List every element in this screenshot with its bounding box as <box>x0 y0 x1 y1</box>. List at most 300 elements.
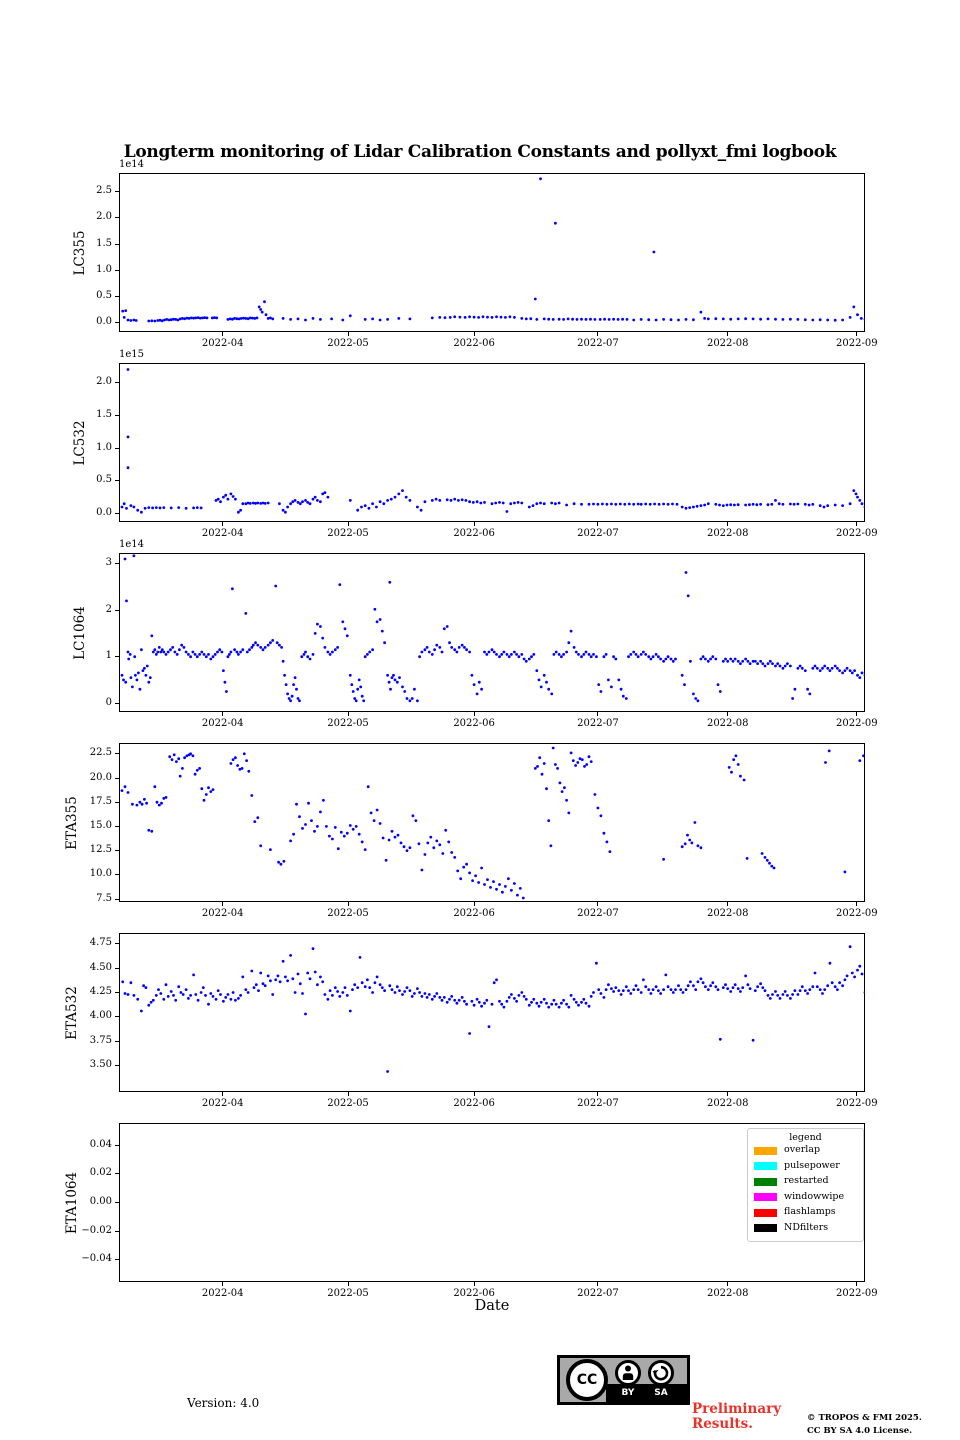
data-point <box>541 773 544 776</box>
data-point <box>761 852 764 855</box>
data-point <box>640 503 643 506</box>
data-point <box>253 820 256 823</box>
data-point <box>786 662 789 665</box>
data-point <box>739 990 742 993</box>
data-point <box>143 798 146 801</box>
data-point <box>222 669 225 672</box>
data-point <box>247 770 250 773</box>
data-point <box>545 681 548 684</box>
cc-text: CC <box>576 1372 598 1388</box>
data-point <box>471 674 474 677</box>
data-point <box>676 503 679 506</box>
data-point <box>453 315 456 318</box>
data-point <box>513 651 516 654</box>
data-point <box>431 317 434 320</box>
data-point <box>685 988 688 991</box>
data-point <box>491 1003 494 1006</box>
data-point <box>212 655 215 658</box>
data-point <box>493 651 496 654</box>
data-point <box>534 767 537 770</box>
data-point <box>227 318 230 321</box>
data-point <box>343 835 346 838</box>
data-point <box>133 554 136 557</box>
y-tick-mark <box>115 448 119 449</box>
data-point <box>729 990 732 993</box>
cc-by-sa-badge <box>557 1355 690 1405</box>
data-point <box>851 972 854 975</box>
data-point <box>799 665 802 668</box>
data-point <box>462 866 465 869</box>
data-point <box>801 985 804 988</box>
data-point <box>711 655 714 658</box>
data-point <box>838 981 841 984</box>
data-point <box>620 688 623 691</box>
x-tick-mark <box>474 1282 475 1286</box>
data-point <box>838 669 841 672</box>
data-point <box>609 850 612 853</box>
data-point <box>403 845 406 848</box>
data-point <box>823 988 826 991</box>
data-point <box>647 318 650 321</box>
data-point <box>793 503 796 506</box>
data-point <box>588 755 591 758</box>
data-point <box>543 762 546 765</box>
y-tick-mark <box>115 513 119 514</box>
data-point <box>350 683 353 686</box>
data-point <box>550 502 553 505</box>
data-point <box>508 996 511 999</box>
data-point <box>435 498 438 501</box>
data-point <box>428 993 431 996</box>
x-tick-mark <box>856 902 857 906</box>
data-point <box>456 1002 459 1005</box>
data-point <box>155 994 158 997</box>
data-point <box>573 646 576 649</box>
y-tick-label: 3.50 <box>89 1059 112 1071</box>
data-point <box>204 994 207 997</box>
data-point <box>159 507 162 510</box>
data-point <box>554 763 557 766</box>
data-point <box>483 883 486 886</box>
data-point <box>509 315 512 318</box>
x-tick-label: 2022-04 <box>201 338 244 349</box>
data-point <box>176 653 179 656</box>
data-point <box>136 998 139 1001</box>
data-point <box>478 681 481 684</box>
data-point <box>379 618 382 621</box>
data-point <box>543 674 546 677</box>
data-point <box>667 985 670 988</box>
data-point <box>280 646 283 649</box>
data-point <box>373 819 376 822</box>
x-tick-mark <box>727 1282 728 1286</box>
data-point <box>814 665 817 668</box>
data-point <box>502 502 505 505</box>
data-point <box>444 316 447 319</box>
data-point <box>250 646 253 649</box>
data-point <box>256 816 259 819</box>
data-point <box>250 970 253 973</box>
x-tick-mark <box>348 522 349 526</box>
data-point <box>821 667 824 670</box>
data-point <box>289 840 292 843</box>
y-tick-mark <box>115 703 119 704</box>
data-point <box>644 985 647 988</box>
data-point <box>486 878 489 881</box>
y-tick-label: −0.04 <box>81 1253 112 1265</box>
y-tick-label: 4.75 <box>89 937 112 949</box>
data-point <box>782 318 785 321</box>
data-point <box>483 1002 486 1005</box>
data-point <box>744 658 747 661</box>
data-point <box>264 984 267 987</box>
data-point <box>828 750 831 753</box>
data-point <box>256 317 259 320</box>
data-point <box>382 502 385 505</box>
data-point <box>276 641 279 644</box>
data-point <box>413 688 416 691</box>
data-point <box>140 1010 143 1013</box>
data-point <box>543 998 546 1001</box>
data-point <box>219 500 222 503</box>
data-point <box>819 318 822 321</box>
data-point <box>640 991 643 994</box>
data-point <box>205 793 208 796</box>
data-point <box>159 651 162 654</box>
data-point <box>674 658 677 661</box>
data-point <box>703 317 706 320</box>
data-point <box>468 500 471 503</box>
data-point <box>170 990 173 993</box>
x-tick-label: 2022-06 <box>453 718 495 729</box>
data-point <box>525 998 528 1001</box>
data-point <box>709 984 712 987</box>
data-point <box>389 688 392 691</box>
data-point <box>864 674 865 677</box>
data-point <box>556 767 559 770</box>
legend-item-overlap <box>748 1143 863 1159</box>
data-point <box>709 658 712 661</box>
data-point <box>547 819 550 822</box>
data-point <box>189 655 192 658</box>
data-point <box>735 754 738 757</box>
data-point <box>364 848 367 851</box>
data-point <box>652 655 655 658</box>
data-point <box>664 974 667 977</box>
data-point <box>346 832 349 835</box>
data-point <box>483 501 486 504</box>
data-point <box>692 984 695 987</box>
data-point <box>659 992 662 995</box>
data-point <box>744 317 747 320</box>
data-point <box>435 992 438 995</box>
data-point <box>125 600 128 603</box>
data-point <box>236 651 239 654</box>
data-point <box>130 676 133 679</box>
data-point <box>162 506 165 509</box>
data-point <box>856 969 859 972</box>
y-tick-mark <box>115 480 119 481</box>
data-point <box>510 653 513 656</box>
data-point <box>565 504 568 507</box>
data-point <box>371 318 374 321</box>
data-point <box>274 978 277 981</box>
data-point <box>269 848 272 851</box>
data-point <box>864 506 865 509</box>
data-point <box>662 988 665 991</box>
data-point <box>385 859 388 862</box>
data-point <box>600 992 603 995</box>
data-point <box>246 651 249 654</box>
data-point <box>625 985 628 988</box>
data-point <box>391 676 394 679</box>
data-point <box>662 318 665 321</box>
data-point <box>570 630 573 633</box>
x-tick-label: 2022-07 <box>577 1288 619 1299</box>
data-point <box>461 644 464 647</box>
data-point <box>629 992 632 995</box>
data-point <box>165 796 168 799</box>
data-point <box>816 667 819 670</box>
data-point <box>329 653 332 656</box>
data-point <box>529 317 532 320</box>
data-point <box>655 985 658 988</box>
data-point <box>552 747 555 750</box>
data-point <box>212 995 215 998</box>
scatter-points-ETA532 <box>119 933 865 1092</box>
data-point <box>759 503 762 506</box>
data-point <box>327 496 330 499</box>
data-point <box>406 849 409 852</box>
y-tick-label: 7.5 <box>96 892 112 904</box>
data-point <box>520 317 523 320</box>
x-tick-mark <box>474 902 475 906</box>
data-point <box>782 667 785 670</box>
data-point <box>530 655 533 658</box>
data-point <box>789 503 792 506</box>
data-point <box>808 988 811 991</box>
data-point <box>271 639 274 642</box>
data-point <box>498 883 501 886</box>
data-point <box>443 627 446 630</box>
x-tick-mark <box>222 1092 223 1096</box>
data-point <box>278 502 281 505</box>
data-point <box>447 841 450 844</box>
data-point <box>127 651 130 654</box>
data-point <box>804 318 807 321</box>
x-tick-label: 2022-05 <box>327 528 369 539</box>
preliminary-line1: Preliminary <box>692 1401 782 1417</box>
data-point <box>797 993 800 996</box>
data-point <box>516 894 519 897</box>
data-point <box>515 1000 518 1003</box>
data-point <box>550 844 553 847</box>
x-tick-label: 2022-08 <box>706 1288 749 1299</box>
data-point <box>158 646 161 649</box>
data-point <box>555 651 558 654</box>
y-tick-label: 12.5 <box>89 844 112 856</box>
data-point <box>416 987 419 990</box>
data-point <box>500 316 503 319</box>
data-point <box>316 623 319 626</box>
data-point <box>125 507 128 510</box>
data-point <box>488 1025 491 1028</box>
data-point <box>438 996 441 999</box>
data-point <box>428 651 431 654</box>
y-tick-mark <box>115 1231 119 1232</box>
data-point <box>558 653 561 656</box>
data-point <box>277 861 280 864</box>
data-point <box>303 653 306 656</box>
data-point <box>821 992 824 995</box>
data-point <box>685 318 688 321</box>
data-point <box>254 641 257 644</box>
data-point <box>383 989 386 992</box>
data-point <box>468 1032 471 1035</box>
y-tick-mark <box>115 217 119 218</box>
data-point <box>741 986 744 989</box>
data-point <box>510 889 513 892</box>
data-point <box>218 648 221 651</box>
y-axis-label-LC355: LC355 <box>72 229 88 276</box>
data-point <box>206 317 209 320</box>
data-point <box>224 494 227 497</box>
data-point <box>473 316 476 319</box>
data-point <box>622 989 625 992</box>
data-point <box>577 653 580 656</box>
data-point <box>140 511 143 514</box>
data-point <box>476 998 479 1001</box>
data-point <box>301 827 304 830</box>
data-point <box>289 699 292 702</box>
x-tick-mark <box>597 712 598 716</box>
data-point <box>209 992 212 995</box>
y-tick-mark <box>115 1202 119 1203</box>
y-tick-label: 4.50 <box>89 961 112 973</box>
data-point <box>456 651 459 654</box>
data-point <box>670 988 673 991</box>
data-point <box>349 824 352 827</box>
data-point <box>122 679 125 682</box>
data-point <box>388 984 391 987</box>
data-point <box>450 995 453 998</box>
data-point <box>603 318 606 321</box>
data-point <box>523 995 526 998</box>
data-point <box>682 991 685 994</box>
data-point <box>282 660 285 663</box>
data-point <box>774 318 777 321</box>
data-point <box>582 998 585 1001</box>
data-point <box>849 669 852 672</box>
data-point <box>681 506 684 509</box>
data-point <box>233 648 236 651</box>
data-point <box>670 658 673 661</box>
data-point <box>400 842 403 845</box>
data-point <box>797 318 800 321</box>
data-point <box>744 504 747 507</box>
data-point <box>156 801 159 804</box>
data-point <box>506 510 509 513</box>
y-axis-label-ETA532: ETA532 <box>64 985 80 1040</box>
data-point <box>352 828 355 831</box>
data-point <box>509 502 512 505</box>
data-point <box>121 674 124 677</box>
data-point <box>849 316 852 319</box>
data-point <box>153 648 156 651</box>
data-point <box>130 981 133 984</box>
data-point <box>819 669 822 672</box>
data-point <box>319 318 322 321</box>
data-point <box>249 502 252 505</box>
x-tick-label: 2022-07 <box>577 908 619 919</box>
data-point <box>304 823 307 826</box>
data-point <box>841 984 844 987</box>
data-point <box>217 498 220 501</box>
cc-circle-icon <box>566 1359 608 1401</box>
data-point <box>465 499 468 502</box>
data-point <box>353 697 356 700</box>
data-point <box>183 646 186 649</box>
data-point <box>150 634 153 637</box>
legend-title: legend <box>789 1132 822 1143</box>
data-point <box>133 994 136 997</box>
data-point <box>286 693 289 696</box>
data-point <box>629 653 632 656</box>
data-point <box>312 317 315 320</box>
data-point <box>172 994 175 997</box>
data-point <box>811 985 814 988</box>
y-tick-label: 0 <box>105 696 112 708</box>
data-point <box>852 306 855 309</box>
data-point <box>858 499 861 502</box>
x-tick-label: 2022-07 <box>577 528 619 539</box>
y-tick-mark <box>115 191 119 192</box>
data-point <box>852 489 855 492</box>
data-point <box>465 863 468 866</box>
data-point <box>677 984 680 987</box>
data-point <box>413 992 416 995</box>
x-tick-mark <box>597 332 598 336</box>
data-point <box>861 973 864 976</box>
data-point <box>649 503 652 506</box>
y-tick-label: 0.0 <box>96 506 112 518</box>
data-point <box>614 503 617 506</box>
data-point <box>133 655 136 658</box>
data-point <box>300 655 303 658</box>
data-point <box>324 646 327 649</box>
data-point <box>205 655 208 658</box>
data-point <box>269 979 272 982</box>
data-point <box>257 989 260 992</box>
data-point <box>477 316 480 319</box>
data-point <box>552 318 555 321</box>
data-point <box>694 697 697 700</box>
y-tick-mark <box>115 826 119 827</box>
y-tick-mark <box>115 656 119 657</box>
data-point <box>401 686 404 689</box>
data-point <box>396 681 399 684</box>
data-point <box>583 765 586 768</box>
data-point <box>769 660 772 663</box>
data-point <box>582 653 585 656</box>
data-point <box>227 993 230 996</box>
data-point <box>530 1001 533 1004</box>
data-point <box>181 767 184 770</box>
x-tick-mark <box>856 1092 857 1096</box>
data-point <box>684 842 687 845</box>
x-tick-label: 2022-09 <box>836 1098 878 1109</box>
data-point <box>495 978 498 981</box>
